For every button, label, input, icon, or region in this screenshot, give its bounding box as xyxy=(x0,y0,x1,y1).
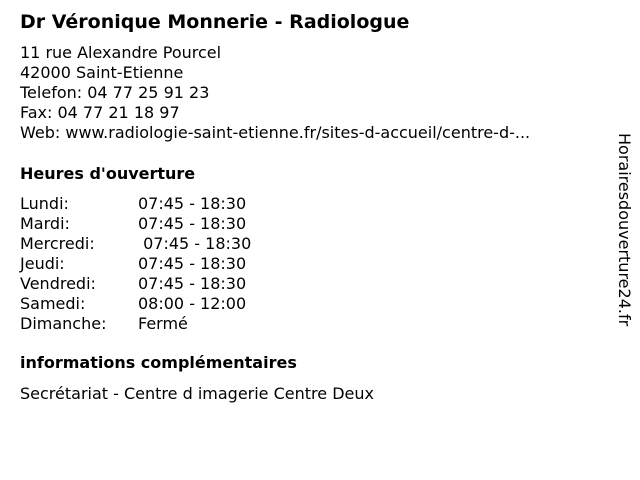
street-address: 11 rue Alexandre Pourcel xyxy=(20,43,222,62)
day-hours: 07:45 - 18:30 xyxy=(138,234,252,253)
page-title: Dr Véronique Monnerie - Radiologue xyxy=(20,11,410,33)
address-block xyxy=(20,43,530,143)
hours-row-monday xyxy=(20,194,251,214)
hours-row-thursday xyxy=(20,254,251,274)
day-label: Mercredi: xyxy=(20,234,95,253)
info-heading: informations complémentaires xyxy=(20,353,297,372)
phone-number: Telefon: 04 77 25 91 23 xyxy=(20,83,210,102)
day-hours: 07:45 - 18:30 xyxy=(138,194,247,213)
hours-row-friday xyxy=(20,274,251,294)
day-label: Dimanche: xyxy=(20,314,107,333)
site-watermark: Horairesdouverture24.fr xyxy=(615,133,634,327)
hours-row-tuesday xyxy=(20,214,251,234)
hours-row-sunday xyxy=(20,314,251,334)
day-hours: 07:45 - 18:30 xyxy=(138,254,247,273)
info-text: Secrétariat - Centre d imagerie Centre Deux xyxy=(20,384,374,403)
fax-number: Fax: 04 77 21 18 97 xyxy=(20,103,180,122)
day-hours: 07:45 - 18:30 xyxy=(138,214,247,233)
day-hours: Fermé xyxy=(138,314,188,333)
day-hours: 07:45 - 18:30 xyxy=(138,274,247,293)
opening-hours-table xyxy=(20,194,251,334)
hours-heading: Heures d'ouverture xyxy=(20,164,196,183)
day-label: Lundi: xyxy=(20,194,69,213)
hours-row-saturday xyxy=(20,294,251,314)
city-address: 42000 Saint-Etienne xyxy=(20,63,184,82)
website-link[interactable]: Web: www.radiologie-saint-etienne.fr/sites-d-accueil/centre-d-... xyxy=(20,123,531,142)
day-hours: 08:00 - 12:00 xyxy=(138,294,247,313)
day-label: Jeudi: xyxy=(20,254,65,273)
day-label: Mardi: xyxy=(20,214,70,233)
day-label: Samedi: xyxy=(20,294,86,313)
day-label: Vendredi: xyxy=(20,274,96,293)
hours-row-wednesday xyxy=(20,234,251,254)
